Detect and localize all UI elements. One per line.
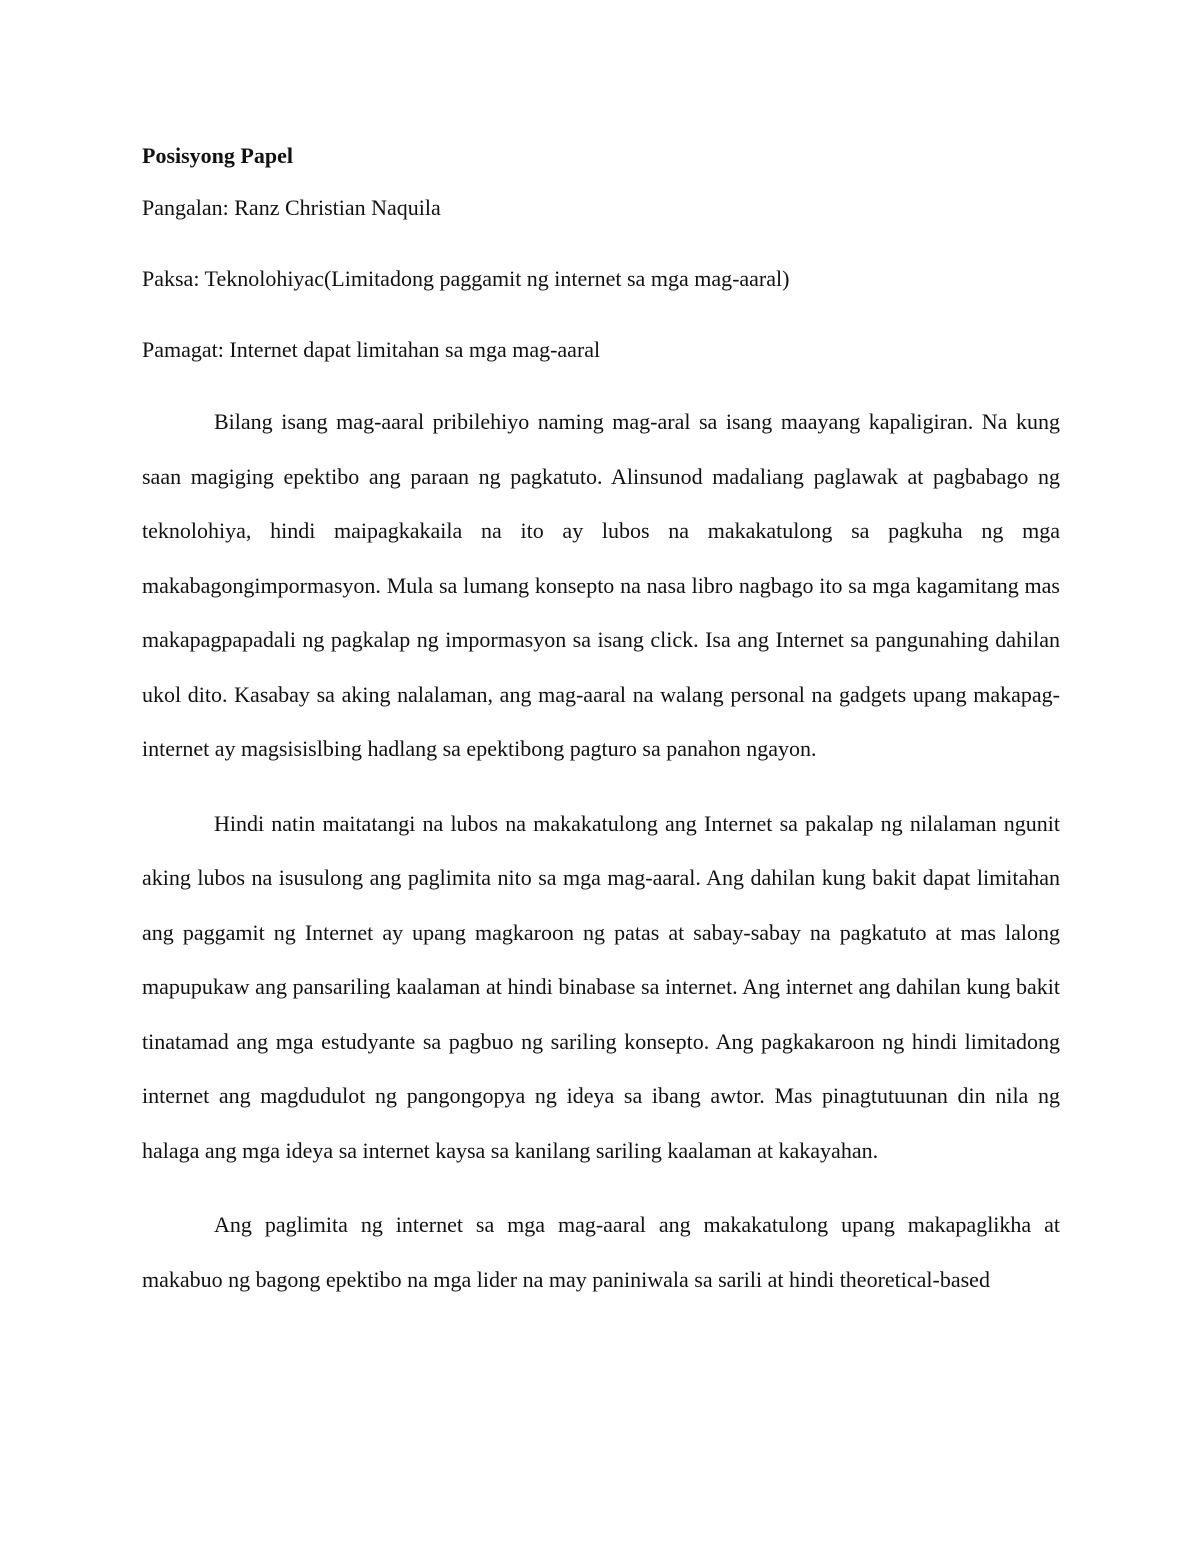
topic-line: Paksa: Teknolohiyac(Limitadong paggamit ng internet sa mga mag-aaral) <box>142 266 790 291</box>
document-title: Posisyong Papel <box>142 143 293 168</box>
heading-line: Pamagat: Internet dapat limitahan sa mga mag-aaral <box>142 337 601 362</box>
paragraph-3: Ang paglimita ng internet sa mga mag-aaral ang makakatulong upang makapaglikha at makabuo ng bagong epektibo na mga lider na may paniniwala sa sarili at hindi theoretical-based <box>142 1212 1060 1292</box>
paragraph-1: Bilang isang mag-aaral pribilehiyo naming mag-aral sa isang maayang kapaligiran. Na kung saan magiging epektibo ang paraan ng pagkatuto. Alinsunod madaliang paglawak at pagbabago ng teknolohiya, hindi maipagkakaila na ito ay lubos na makakatulong sa pagkuha ng mga makabagongimpormasyon. Mula sa lumang konsepto na nasa libro nagbago ito sa mga kagamitang mas makapagpapadali ng pagkalap ng impormasyon sa isang click. Isa ang Internet sa pangunahing dahilan ukol dito. Kasabay sa aking nalalaman, ang mag-aaral na walang personal na gadgets upang makapag-internet ay magsisislbing hadlang sa epektibong pagturo sa panahon ngayon. <box>142 409 1060 761</box>
paragraph-2: Hindi natin maitatangi na lubos na makakatulong ang Internet sa pakalap ng nilalaman ngunit aking lubos na isusulong ang paglimita nito sa mga mag-aaral. Ang dahilan kung bakit dapat limitahan ang paggamit ng Internet ay upang magkaroon ng patas at sabay-sabay na pagkatuto at mas lalong mapupukaw ang pansariling kaalaman at hindi binabase sa internet. Ang internet ang dahilan kung bakit tinatamad ang mga estudyante sa pagbuo ng sariling konsepto. Ang pagkakaroon ng hindi limitadong internet ang magdudulot ng pangongopya ng ideya sa ibang awtor. Mas pinagtutuunan din nila ng halaga ang mga ideya sa internet kaysa sa kanilang sariling kaalaman at kakayahan. <box>142 810 1060 1163</box>
author-name-line: Pangalan: Ranz Christian Naquila <box>142 195 441 220</box>
document-body <box>142 138 1060 1327</box>
